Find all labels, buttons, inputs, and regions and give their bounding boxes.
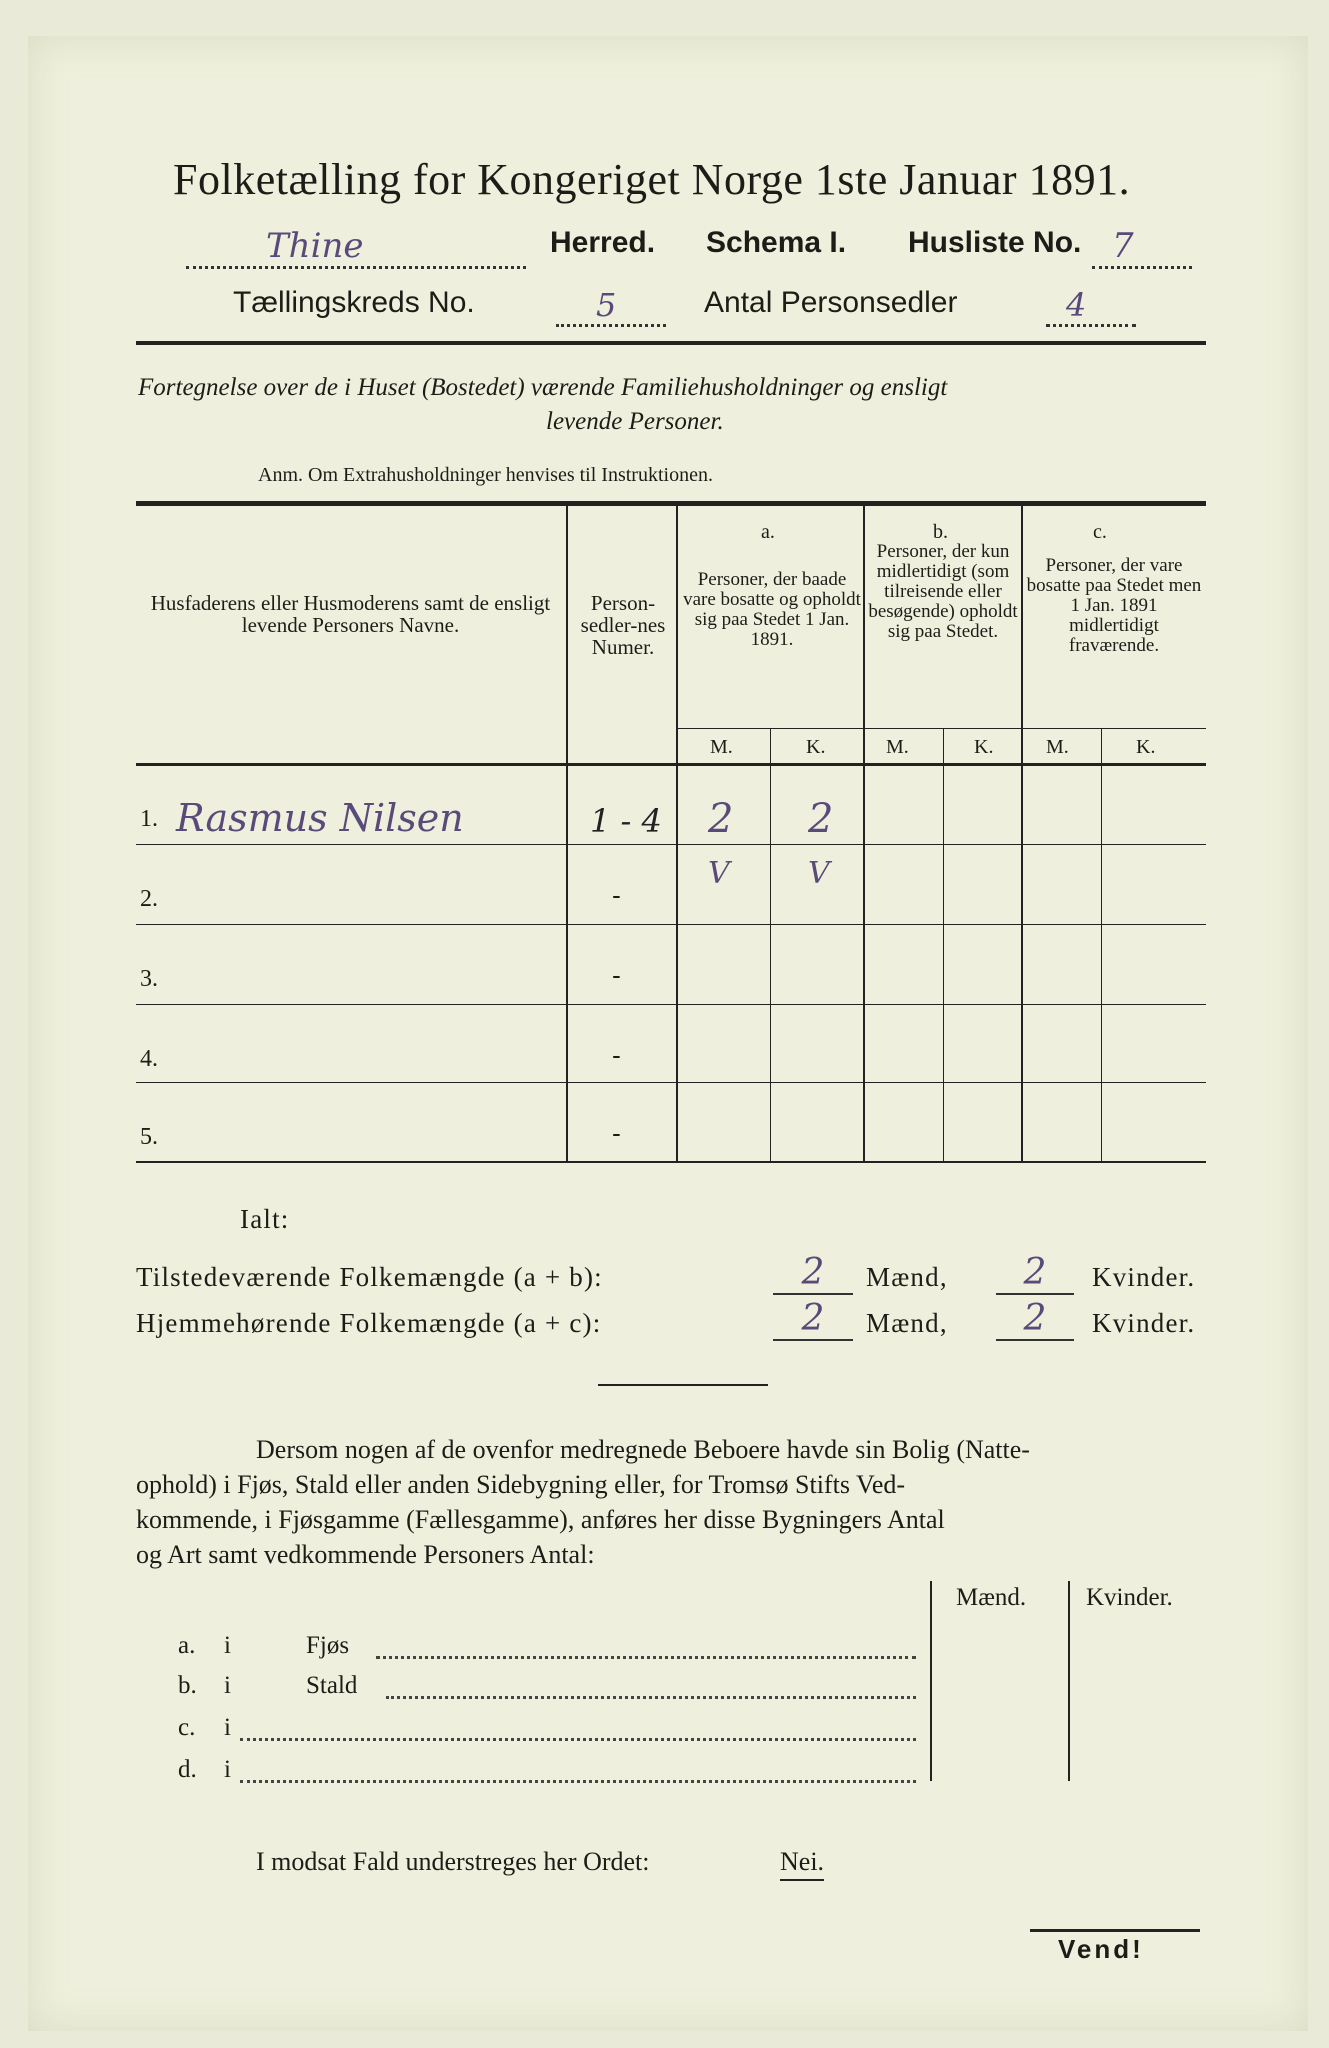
ialt-label: Ialt: xyxy=(240,1204,290,1234)
row-2-number: 2. xyxy=(140,886,158,912)
row-5-sedler: - xyxy=(612,1119,621,1149)
c-m-label: M. xyxy=(1046,736,1069,758)
col-num-header: Person-sedler-nes Numer. xyxy=(580,591,666,659)
tilstede-maend-value: 2 xyxy=(773,1252,853,1295)
c-k-label: K. xyxy=(1136,736,1156,758)
header-divider xyxy=(136,341,1206,345)
col-c-header: Personer, der vare bosatte paa Stedet men 1 Jan. 1891 midlertidigt fraværende. xyxy=(1026,555,1202,656)
row-4-number: 4. xyxy=(140,1046,158,1072)
closing-text: I modsat Fald understreges her Ordet: xyxy=(256,1847,650,1876)
tilstede-label: Tilstedeværende Folkemængde (a + b): xyxy=(136,1262,603,1292)
row-1-a-m: 2 xyxy=(708,796,734,842)
row-4-sedler: - xyxy=(612,1041,621,1071)
herred-label: Herred. xyxy=(550,226,656,259)
hjemme-kvinder-value: 2 xyxy=(996,1298,1074,1341)
row-3-number: 3. xyxy=(140,966,158,992)
row-1-name: Rasmus Nilsen xyxy=(176,796,464,840)
a-k-label: K. xyxy=(806,736,826,758)
vend-label: Vend! xyxy=(1058,1934,1144,1964)
outbuildings-text-2: ophold) i Fjøs, Stald eller anden Sidebygning eller, for Tromsø Stifts Ved- xyxy=(136,1470,906,1499)
col-name-header: Husfaderens eller Husmoderens samt de ensligt levende Personers Navne. xyxy=(150,591,551,637)
intro-line-1: Fortegnelse over de i Huset (Bostedet) værende Familiehusholdninger og ensligt xyxy=(138,374,948,401)
item-d-prep: i xyxy=(224,1756,231,1783)
col-a-letter: a. xyxy=(761,521,775,543)
row-2-a-k-check: V xyxy=(808,856,830,891)
item-c-letter: c. xyxy=(178,1714,196,1741)
herred-field xyxy=(186,226,536,269)
anm-note: Anm. Om Extrahusholdninger henvises til Instruktionen. xyxy=(258,464,713,486)
col-b-header: Personer, der kun midlertidigt (som tilreisende eller besøgende) opholdt sig paa Stedet. xyxy=(868,541,1018,642)
schema-label: Schema I. xyxy=(706,226,847,259)
tilstede-maend-label: Mænd, xyxy=(866,1262,948,1292)
row-1-sedler: 1 - 4 xyxy=(590,802,662,840)
closing-word-nei: Nei. xyxy=(780,1844,824,1881)
b-m-label: M. xyxy=(886,736,909,758)
table-top-rule xyxy=(136,501,1206,506)
col-b-letter: b. xyxy=(933,521,948,543)
herred-value: Thine xyxy=(186,226,526,269)
form-title: Folketælling for Kongeriget Norge 1ste Januar 1891. xyxy=(173,155,1131,204)
b-k-label: K. xyxy=(974,736,994,758)
row-2-a-m-check: V xyxy=(708,856,730,891)
item-c-prep: i xyxy=(224,1714,231,1741)
outbuildings-kvinder-header: Kvinder. xyxy=(1086,1584,1173,1611)
husliste-value: 7 xyxy=(1092,226,1192,269)
table-header-rule xyxy=(136,763,1206,766)
item-a-prep: i xyxy=(224,1632,231,1659)
row-1-number: 1. xyxy=(140,806,158,832)
item-d-letter: d. xyxy=(178,1756,197,1783)
outbuildings-text-3: kommende, i Fjøsgamme (Fællesgamme), anføres her disse Bygningers Antal xyxy=(136,1505,945,1534)
hjemme-label: Hjemmehørende Folkemængde (a + c): xyxy=(136,1308,602,1338)
tilstede-kvinder-value: 2 xyxy=(996,1252,1074,1295)
row-2-sedler: - xyxy=(612,881,621,911)
row-1-a-k: 2 xyxy=(808,796,834,842)
col-a-header: Personer, der baade vare bosatte og opholdt sig paa Stedet 1 Jan. 1891. xyxy=(683,569,861,650)
outbuildings-maend-header: Mænd. xyxy=(956,1584,1027,1611)
item-b-prep: i xyxy=(224,1672,231,1699)
taellingskreds-label: Tællingskreds No. xyxy=(233,286,475,319)
item-b-label: Stald xyxy=(306,1672,358,1699)
outbuildings-text-4: og Art samt vedkommende Personers Antal: xyxy=(136,1540,595,1569)
item-b-letter: b. xyxy=(178,1672,197,1699)
item-a-label: Fjøs xyxy=(306,1632,350,1659)
tilstede-kvinder-label: Kvinder. xyxy=(1092,1262,1196,1292)
item-a-letter: a. xyxy=(178,1632,196,1659)
row-5-number: 5. xyxy=(140,1124,158,1150)
col-c-letter: c. xyxy=(1093,521,1107,543)
census-form-page xyxy=(28,36,1308,2031)
a-m-label: M. xyxy=(710,736,733,758)
outbuildings-text-1: Dersom nogen af de ovenfor medregnede Beboere havde sin Bolig (Natte- xyxy=(256,1435,1030,1464)
husliste-label: Husliste No. xyxy=(908,226,1082,259)
intro-line-2: levende Personer. xyxy=(546,408,724,435)
hjemme-kvinder-label: Kvinder. xyxy=(1092,1308,1196,1338)
taellingskreds-value: 5 xyxy=(556,286,666,327)
section-divider xyxy=(598,1384,768,1386)
row-3-sedler: - xyxy=(612,961,621,991)
antal-label: Antal Personsedler xyxy=(704,286,958,319)
hjemme-maend-label: Mænd, xyxy=(866,1308,948,1338)
antal-value: 4 xyxy=(1046,286,1136,327)
hjemme-maend-value: 2 xyxy=(773,1298,853,1341)
